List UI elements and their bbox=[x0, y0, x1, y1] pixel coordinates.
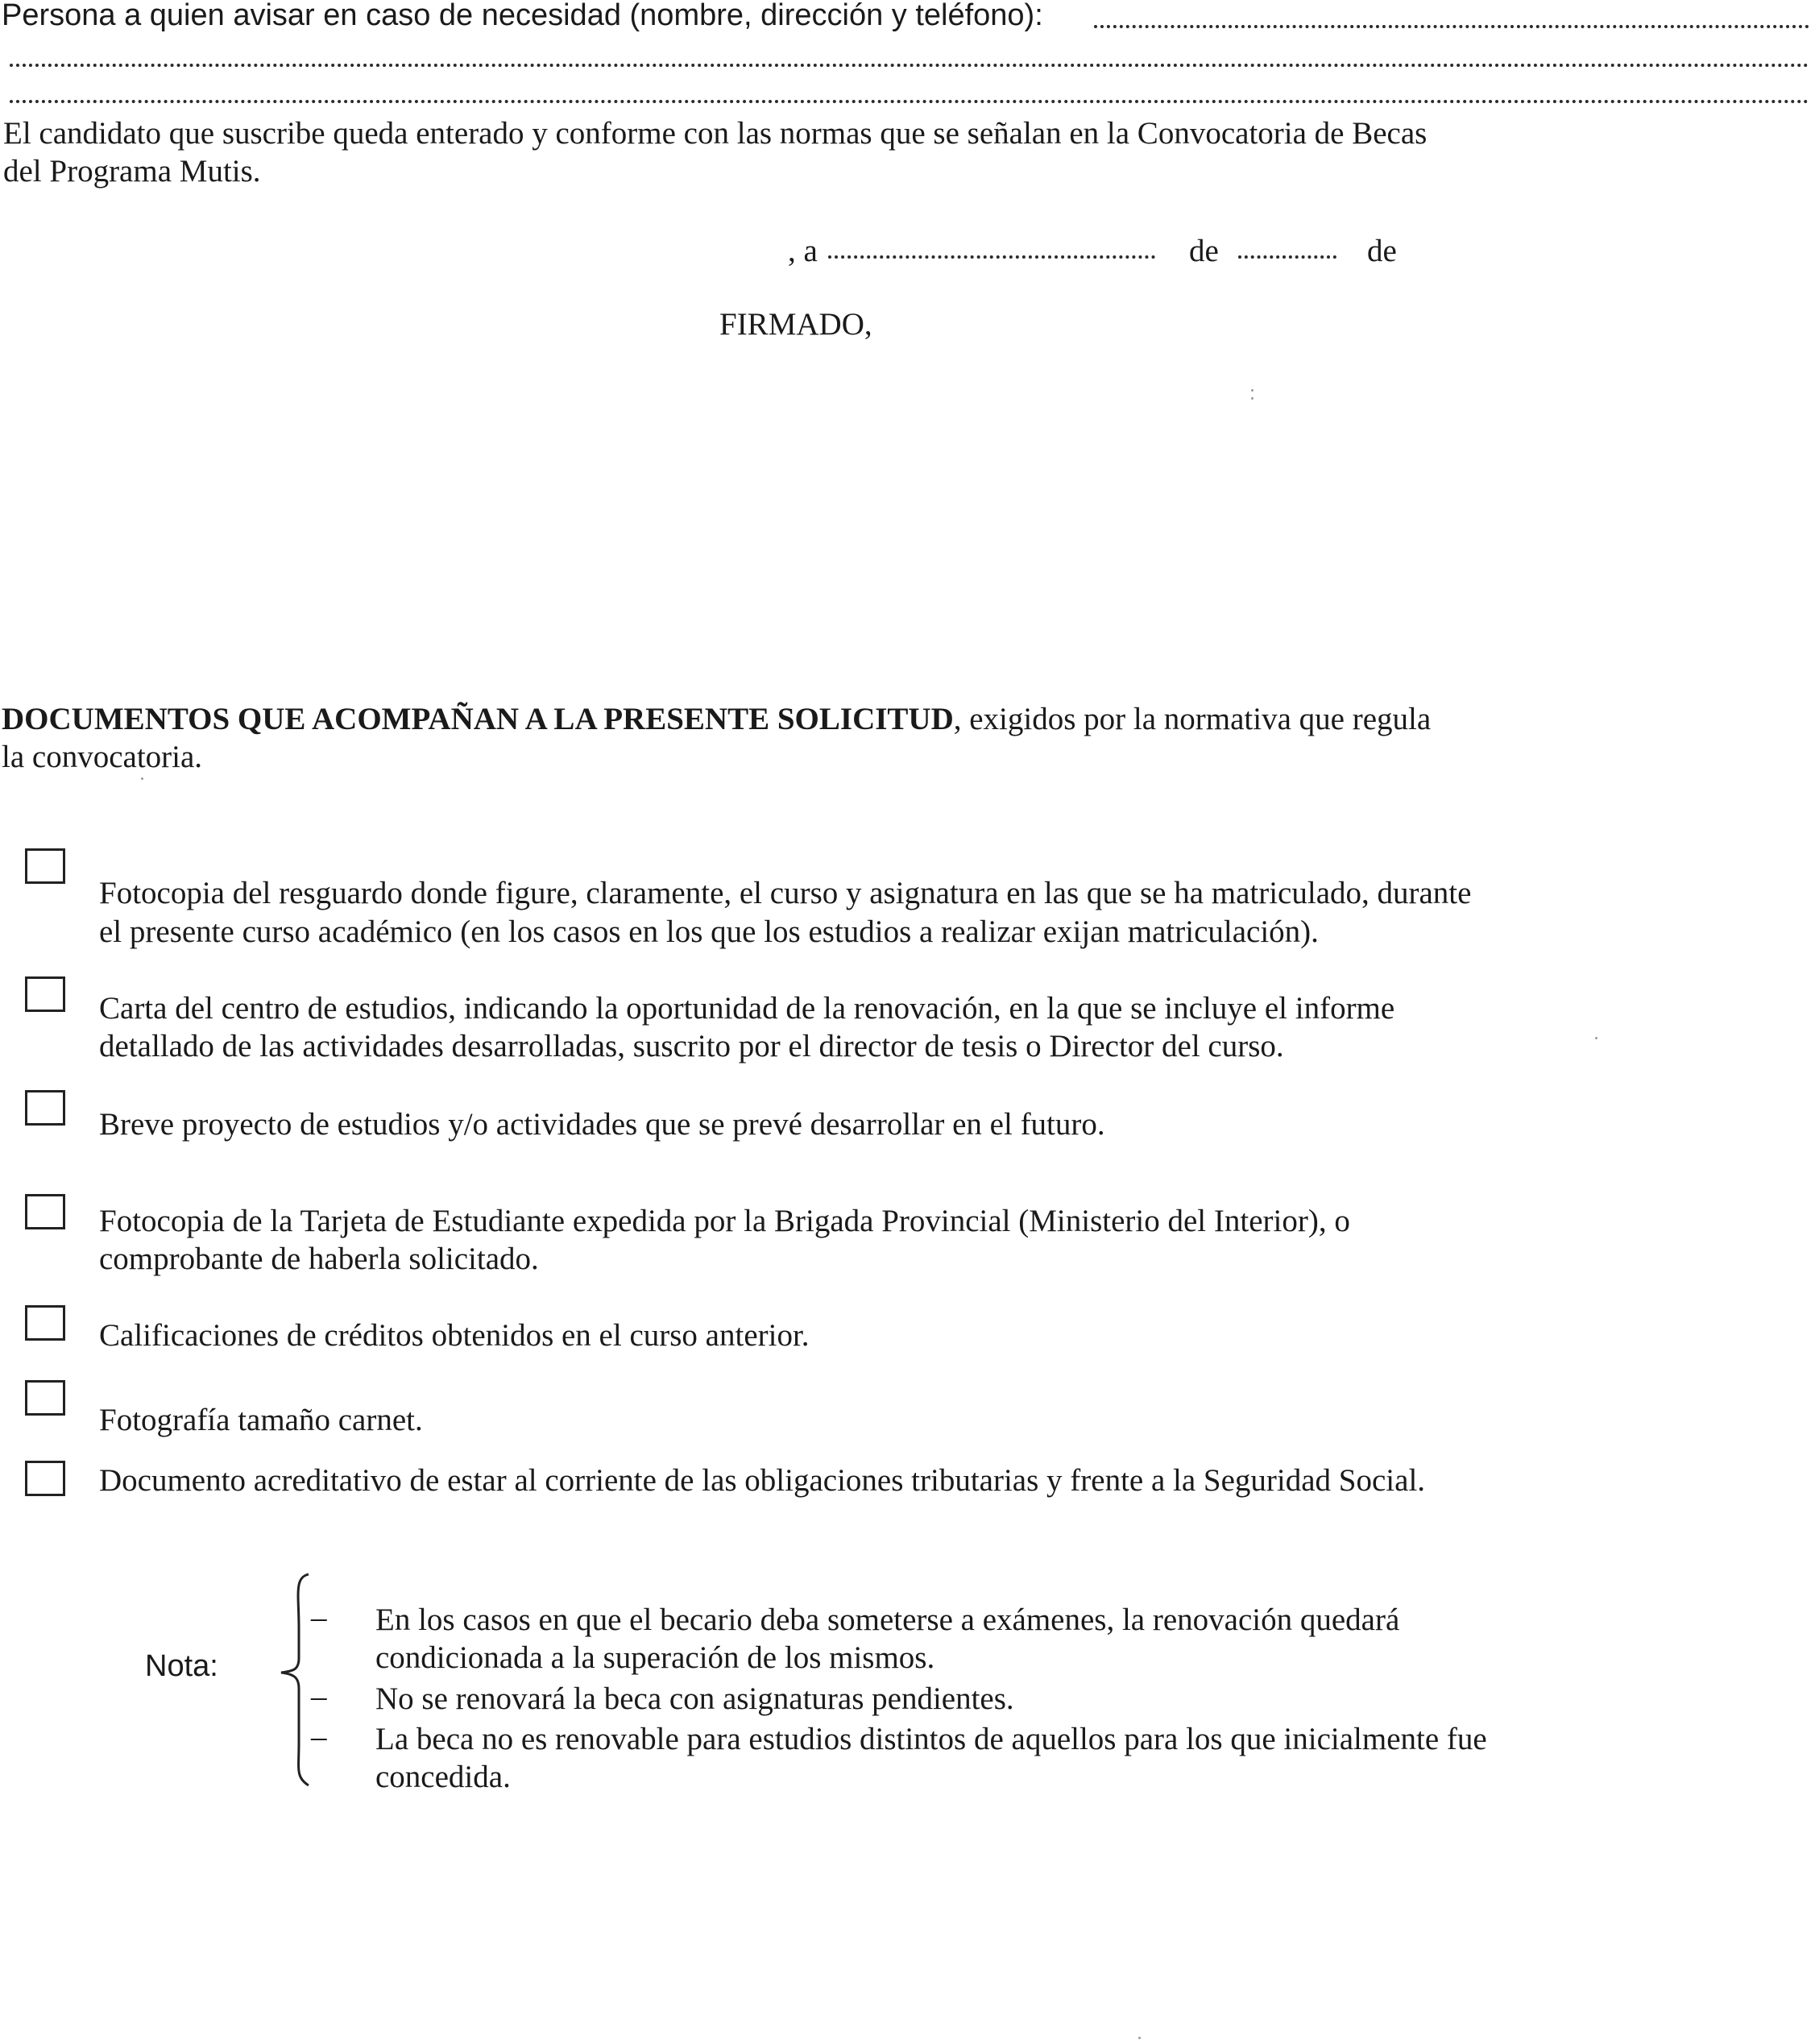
document-item-2-line-1: Carta del centro de estudios, indicando la oportunidad de la renovación, en la que se incluye el informe bbox=[99, 991, 1395, 1026]
document-item-1-line-2: el presente curso académico (en los casos en los que los estudios a realizar exijan matriculación). bbox=[99, 914, 1319, 949]
documents-heading-line-2: la convocatoria. bbox=[2, 740, 203, 774]
note-item-2-line-1: No se renovará la beca con asignaturas pendientes. bbox=[375, 1681, 1014, 1716]
scan-speck bbox=[1251, 389, 1254, 392]
contact-line-2[interactable] bbox=[10, 64, 1809, 67]
document-checkbox-7[interactable] bbox=[25, 1461, 65, 1496]
scan-speck bbox=[1251, 397, 1254, 400]
documents-heading-rest: , exigidos por la normativa que regula bbox=[953, 702, 1432, 736]
note-item-3-line-1: La beca no es renovable para estudios distintos de aquellos para los que inicialmente fue bbox=[375, 1722, 1487, 1756]
document-checkbox-3[interactable] bbox=[25, 1090, 65, 1126]
place-date-prefix: , a bbox=[788, 234, 818, 268]
document-checkbox-5[interactable] bbox=[25, 1305, 65, 1341]
documents-heading-bold: DOCUMENTOS QUE ACOMPAÑAN A LA PRESENTE SOLICITUD bbox=[2, 702, 954, 736]
signature-label: FIRMADO, bbox=[719, 307, 872, 342]
agreement-line-2: del Programa Mutis. bbox=[3, 154, 261, 189]
document-checkbox-2[interactable] bbox=[25, 976, 65, 1012]
place-date-de-1: de bbox=[1189, 234, 1219, 268]
note-dash-2: – bbox=[311, 1679, 327, 1714]
scan-speck bbox=[141, 777, 143, 780]
note-item-3-line-2: concedida. bbox=[375, 1760, 511, 1794]
document-checkbox-1[interactable] bbox=[25, 848, 65, 884]
document-item-5-line-1: Calificaciones de créditos obtenidos en el curso anterior. bbox=[99, 1318, 810, 1353]
scan-speck bbox=[1595, 1037, 1597, 1039]
document-item-4-line-2: comprobante de haberla solicitado. bbox=[99, 1242, 539, 1276]
note-item-1-line-1: En los casos en que el becario deba someterse a exámenes, la renovación quedará bbox=[375, 1602, 1400, 1637]
document-item-2-line-2: detallado de las actividades desarrolladas, suscrito por el director de tesis o Director del curso. bbox=[99, 1029, 1284, 1063]
contact-line-1[interactable] bbox=[1094, 25, 1809, 28]
documents-heading bbox=[2, 703, 1431, 735]
note-label: Nota: bbox=[145, 1649, 218, 1683]
scan-speck bbox=[1138, 2037, 1141, 2039]
document-item-6-line-1: Fotografía tamaño carnet. bbox=[99, 1403, 423, 1437]
document-item-1-line-1: Fotocopia del resguardo donde figure, claramente, el curso y asignatura en las que se ha matriculado, durante bbox=[99, 876, 1472, 910]
document-checkbox-4[interactable] bbox=[25, 1194, 65, 1229]
note-dash-3: – bbox=[311, 1719, 327, 1754]
note-dash-1: – bbox=[311, 1600, 327, 1635]
contact-label: Persona a quien avisar en caso de necesidad (nombre, dirección y teléfono): bbox=[2, 0, 1043, 32]
place-date-de-2: de bbox=[1367, 234, 1397, 268]
place-date-month-field[interactable] bbox=[1238, 255, 1336, 259]
agreement-line-1: El candidato que suscribe queda enterado y conforme con las normas que se señalan en la Convocatoria de Becas bbox=[3, 116, 1428, 151]
document-checkbox-6[interactable] bbox=[25, 1380, 65, 1416]
document-item-3-line-1: Breve proyecto de estudios y/o actividades que se prevé desarrollar en el futuro. bbox=[99, 1107, 1105, 1142]
document-item-7-line-1: Documento acreditativo de estar al corriente de las obligaciones tributarias y frente a la Seguridad Social. bbox=[99, 1463, 1426, 1498]
note-item-1-line-2: condicionada a la superación de los mismos. bbox=[375, 1640, 935, 1675]
place-date-day-field[interactable] bbox=[828, 255, 1155, 259]
document-item-4-line-1: Fotocopia de la Tarjeta de Estudiante expedida por la Brigada Provincial (Ministerio del Interior), o bbox=[99, 1204, 1350, 1238]
contact-line-3[interactable] bbox=[10, 100, 1809, 103]
